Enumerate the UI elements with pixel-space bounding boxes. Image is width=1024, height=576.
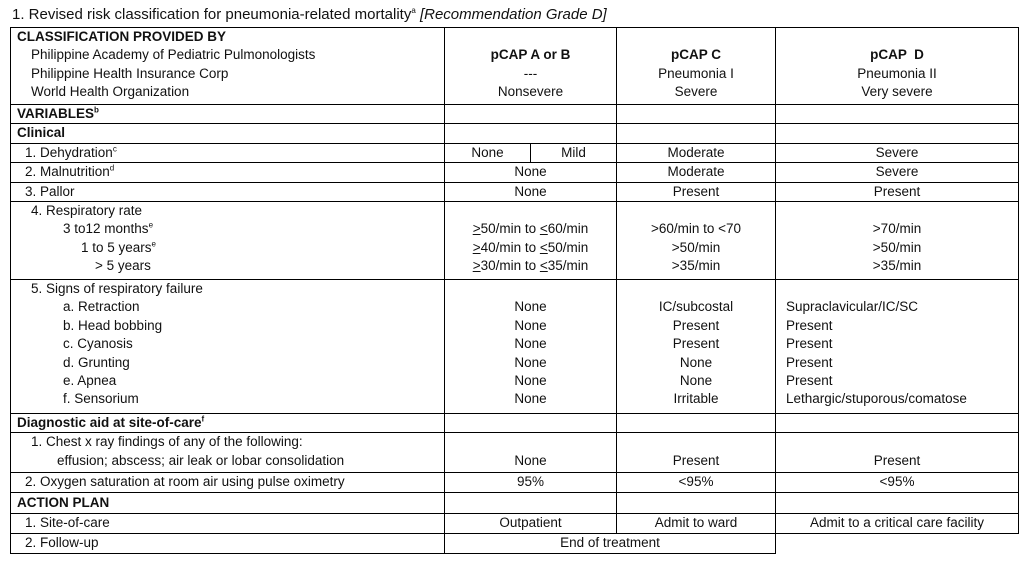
phic-ab: ---	[523, 65, 538, 81]
site-of-care-d: Admit to a critical care facility	[776, 514, 1019, 534]
malnutrition-d: Severe	[776, 163, 1019, 182]
rf-grunting-d: Present	[786, 354, 833, 370]
chest-xray-label	[11, 433, 445, 473]
respiratory-rate-row	[11, 202, 1019, 280]
rr-c-over-5y: >35/min	[671, 258, 721, 274]
risk-classification-table	[10, 27, 1019, 554]
respiratory-failure-labels	[11, 280, 445, 414]
respiratory-rate-labels	[11, 202, 445, 280]
provider-who: World Health Organization	[31, 84, 190, 100]
rf-head-bobbing-ab: None	[514, 317, 547, 333]
respiratory-failure-row	[11, 280, 1019, 414]
malnutrition-row	[11, 163, 1019, 182]
providers-cell	[11, 28, 445, 105]
rf-head-bobbing-c: Present	[672, 317, 720, 333]
respiratory-rate-c	[617, 202, 776, 280]
oxygen-saturation-c: <95%	[617, 473, 776, 493]
respiratory-failure-c	[617, 280, 776, 414]
respiratory-rate-label: 4. Respiratory rate	[31, 203, 143, 219]
site-of-care-row	[11, 514, 1019, 534]
respiratory-failure-ab	[445, 280, 617, 414]
classification-label: CLASSIFICATION PROVIDED BY	[17, 29, 227, 44]
rf-grunting-ab: None	[514, 354, 547, 370]
rf-cyanosis-d: Present	[786, 336, 833, 352]
rf-cyanosis-ab: None	[514, 336, 547, 352]
site-of-care-label: 1. Site-of-care	[11, 514, 445, 534]
clinical-label: Clinical	[11, 124, 445, 143]
rf-head-bobbing-label: b. Head bobbing	[63, 317, 163, 333]
action-plan-row	[11, 493, 1019, 514]
title-footnote-marker: a	[411, 6, 416, 15]
dehydration-label: 1. Dehydration$^c$	[11, 143, 445, 162]
rf-retraction-d: Supraclavicular/IC/SC	[786, 299, 919, 315]
rf-grunting-c: None	[679, 354, 713, 370]
title-text: 1. Revised risk classification for pneumonia-related mortality	[12, 6, 412, 23]
column-name-d: pCAP D	[870, 47, 924, 63]
column-name-c: pCAP C	[670, 47, 721, 63]
oxygen-saturation-d: <95%	[776, 473, 1019, 493]
chest-xray-line1: 1. Chest x ray findings of any of the following:	[31, 434, 303, 450]
rf-retraction-ab: None	[514, 299, 547, 315]
provider-papp: Philippine Academy of Pediatric Pulmonologists	[31, 47, 316, 63]
column-header-d	[776, 28, 1019, 105]
diagnostic-label: Diagnostic aid at site-of-care$^f$	[11, 414, 445, 433]
rr-age-over-5y: > 5 years	[95, 258, 151, 274]
provider-phic: Philippine Health Insurance Corp	[31, 65, 229, 81]
pallor-label: 3. Pallor	[11, 182, 445, 201]
dehydration-row	[11, 143, 1019, 162]
dehydration-mild: Mild	[561, 144, 586, 160]
chest-xray-row	[11, 433, 1019, 473]
pallor-c: Present	[617, 182, 776, 201]
rf-apnea-label: e. Apnea	[63, 373, 117, 389]
recommendation-grade: [Recommendation Grade D]	[419, 6, 607, 23]
site-of-care-ab: Outpatient	[445, 514, 617, 534]
rf-cyanosis-c: Present	[672, 336, 720, 352]
follow-up-value: End of treatment	[445, 534, 776, 553]
pallor-d: Present	[776, 182, 1019, 201]
phic-d: Pneumonia II	[857, 65, 937, 81]
malnutrition-c: Moderate	[617, 163, 776, 182]
variables-row	[11, 105, 1019, 124]
dehydration-d: Severe	[776, 143, 1019, 162]
dehydration-c: Moderate	[617, 143, 776, 162]
rr-ab-3-12m: >50/min to <60/min	[472, 221, 589, 237]
chest-xray-d: Present	[776, 433, 1019, 473]
clinical-row	[11, 124, 1019, 143]
malnutrition-label: 2. Malnutrition$^d$	[11, 163, 445, 182]
pallor-row	[11, 182, 1019, 201]
follow-up-row	[11, 534, 1019, 553]
rr-c-1-5y: >50/min	[671, 239, 721, 255]
who-c: Severe	[674, 84, 718, 100]
rf-apnea-c: None	[679, 373, 713, 389]
chest-xray-c: Present	[617, 433, 776, 473]
rr-age-3-12m: 3 to12 months$^e$	[63, 220, 154, 237]
malnutrition-ab: None	[445, 163, 617, 182]
column-name-ab: pCAP A or B	[490, 47, 571, 63]
chest-xray-line2: effusion; abscess; air leak or lobar consolidation	[57, 452, 345, 468]
rr-d-over-5y: >35/min	[872, 258, 922, 274]
respiratory-rate-ab	[445, 202, 617, 280]
rr-c-3-12m: >60/min to <70	[650, 221, 742, 237]
follow-up-label: 2. Follow-up	[11, 534, 445, 553]
column-header-c	[617, 28, 776, 105]
respiratory-failure-d	[776, 280, 1019, 414]
respiratory-failure-label: 5. Signs of respiratory failure	[31, 281, 203, 297]
chest-xray-ab: None	[445, 433, 617, 473]
header-row	[11, 28, 1019, 105]
rr-ab-1-5y: >40/min to <50/min	[472, 239, 589, 255]
rr-d-3-12m: >70/min	[872, 221, 922, 237]
rf-retraction-c: IC/subcostal	[658, 299, 734, 315]
rf-apnea-d: Present	[786, 373, 833, 389]
rf-sensorium-c: Irritable	[673, 391, 719, 407]
rf-retraction-label: a. Retraction	[63, 299, 140, 315]
rf-sensorium-label: f. Sensorium	[63, 391, 139, 407]
rr-d-1-5y: >50/min	[872, 239, 922, 255]
action-plan-label: ACTION PLAN	[11, 493, 445, 514]
rf-grunting-label: d. Grunting	[63, 354, 130, 370]
dehydration-none: None	[445, 144, 531, 162]
oxygen-saturation-label: 2. Oxygen saturation at room air using pulse oximetry	[11, 473, 445, 493]
oxygen-saturation-ab: 95%	[445, 473, 617, 493]
rf-cyanosis-label: c. Cyanosis	[63, 336, 133, 352]
pallor-ab: None	[445, 182, 617, 201]
dehydration-ab	[445, 143, 617, 162]
rr-ab-over-5y: >30/min to <35/min	[472, 258, 589, 274]
who-d: Very severe	[861, 84, 933, 100]
oxygen-saturation-row	[11, 473, 1019, 493]
diagnostic-row	[11, 414, 1019, 433]
table-title	[12, 6, 607, 23]
variables-label: VARIABLES$^b$	[11, 105, 445, 124]
rf-sensorium-ab: None	[514, 391, 547, 407]
rr-age-1-5y: 1 to 5 years$^e$	[81, 239, 156, 255]
site-of-care-c: Admit to ward	[617, 514, 776, 534]
rf-sensorium-d: Lethargic/stuporous/comatose	[786, 391, 967, 407]
rf-apnea-ab: None	[514, 373, 547, 389]
phic-c: Pneumonia I	[658, 65, 734, 81]
respiratory-rate-d	[776, 202, 1019, 280]
column-header-ab	[445, 28, 617, 105]
who-ab: Nonsevere	[497, 84, 564, 100]
rf-head-bobbing-d: Present	[786, 317, 833, 333]
